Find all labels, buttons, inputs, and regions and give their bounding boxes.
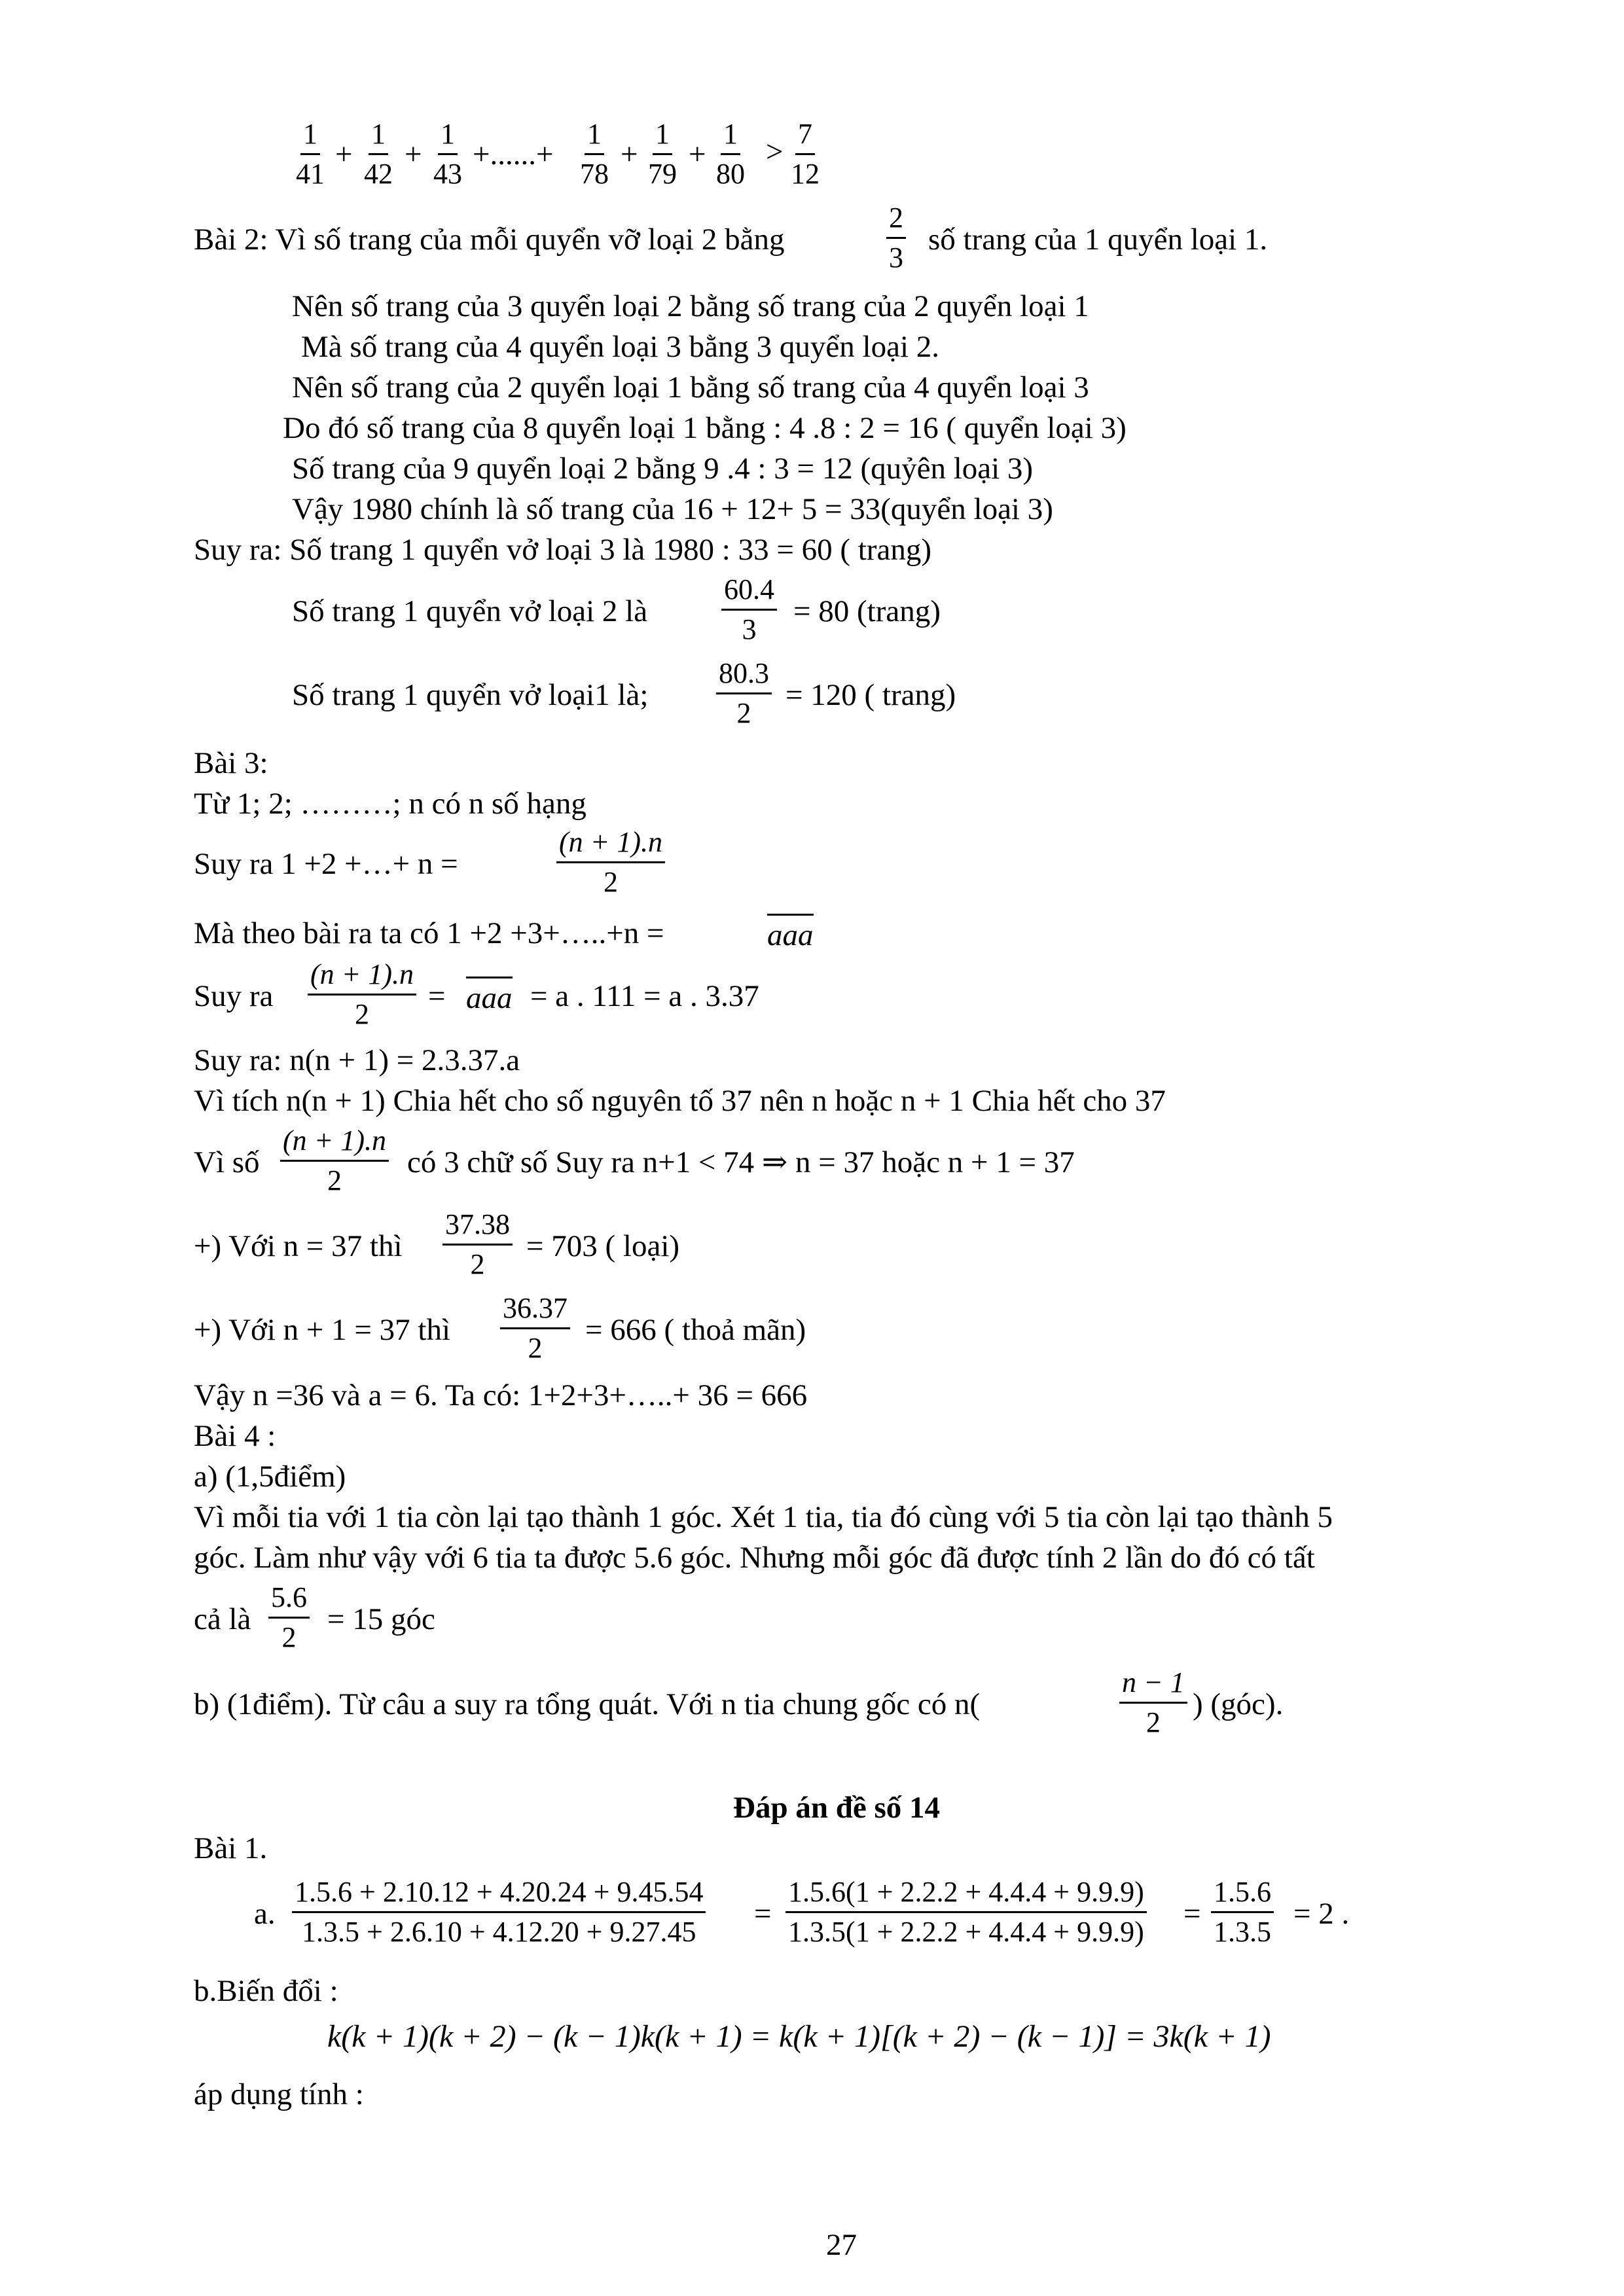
bai2-line: Số trang 1 quyển vở loại1 là; <box>292 678 649 712</box>
result: = 666 ( thoả mãn) <box>585 1313 806 1347</box>
bai2-line: Suy ra: Số trang 1 quyển vở loại 3 là 1980 : 33 = 60 ( trang) <box>194 533 931 567</box>
identity-formula: k(k + 1)(k + 2) − (k − 1)k(k + 1) = k(k + 1)[(k + 2) − (k − 1)] = 3k(k + 1) <box>327 2019 1271 2054</box>
bai3-line: Mà theo bài ra ta có 1 +2 +3+…..+n = <box>194 916 664 950</box>
bai2-line: Số trang của 9 quyển loại 2 bằng 9 .4 : 3 = 12 (quỷên loại 3) <box>292 452 1034 486</box>
bai3-line: Vì tích n(n + 1) Chia hết cho số nguyên tố 37 nên n hoặc n + 1 Chia hết cho 37 <box>194 1084 1166 1118</box>
bai3-line: +) Với n + 1 = 37 thì <box>194 1313 451 1347</box>
bai3-line: Suy ra: n(n + 1) = 2.3.37.a <box>194 1043 520 1077</box>
result: = 15 góc <box>327 1602 435 1636</box>
result: = 703 ( loại) <box>526 1229 680 1263</box>
result: = 120 ( trang) <box>785 678 956 712</box>
bai3-line: Vậy n =36 và a = 6. Ta có: 1+2+3+…..+ 36 = 666 <box>194 1378 808 1412</box>
part-a-label: a. <box>254 1897 276 1931</box>
page-number: 27 <box>826 2228 857 2262</box>
bai4-title: Bài 4 : <box>194 1419 276 1453</box>
overline-aaa: aaa <box>767 914 814 954</box>
plus-sign: + <box>621 137 638 171</box>
fraction: $\frac{1}{42}$ <box>364 118 393 190</box>
fraction: $\frac{(n + 1).n}{2}$ <box>556 826 665 899</box>
ellipsis-plus: +......+ <box>473 137 554 171</box>
plus-sign: + <box>405 137 422 171</box>
bai2-line: Số trang 1 quyển vở loại 2 là <box>292 594 648 628</box>
fraction: $\frac{(n + 1).n}{2}$ <box>308 958 416 1031</box>
fraction: $\frac{1}{43}$ <box>433 118 462 190</box>
bai2-line: Nên số trang của 2 quyển loại 1 bằng số trang của 4 quyển loại 3 <box>292 370 1089 404</box>
overline-aaa: aaa <box>466 977 513 1016</box>
equals-sign: = <box>1183 1897 1201 1931</box>
bai2-line: Vậy 1980 chính là số trang của 16 + 12+ 5 = 33(quyển loại 3) <box>292 492 1053 526</box>
plus-sign: + <box>689 137 706 171</box>
section-title: Đáp án đề số 14 <box>733 1791 941 1825</box>
bai3-line: Vì số <box>194 1145 260 1179</box>
fraction: $\frac{2}{3}$ <box>886 202 906 274</box>
bai2-line: Nên số trang của 3 quyển loại 2 bằng số trang của 2 quyển loại 1 <box>292 289 1089 323</box>
fraction: $\frac{1}{78}$ <box>580 118 609 190</box>
bai3-line: +) Với n = 37 thì <box>194 1229 403 1263</box>
fraction: $\frac{1}{41}$ <box>296 118 325 190</box>
bai3-title: Bài 3: <box>194 746 268 780</box>
bai3-line: Từ 1; 2; ………; n có n số hạng <box>194 787 586 821</box>
fraction: $\frac{(n + 1).n}{2}$ <box>280 1124 389 1197</box>
bai2-line: Mà số trang của 4 quyển loại 3 bằng 3 quyển loại 2. <box>301 330 940 364</box>
bai4-paragraph: góc. Làm như vậy với 6 tia ta được 5.6 góc. Nhưng mỗi góc đã được tính 2 lần do đó có tất <box>194 1541 1315 1575</box>
equals-sign: = <box>428 979 446 1013</box>
fraction: $\frac{n - 1}{2}$ <box>1119 1666 1187 1739</box>
bai2-intro-b: số trang của 1 quyển loại 1. <box>928 223 1268 257</box>
bai3-line: có 3 chữ số Suy ra n+1 < 74 ⇒ n = 37 hoặc n + 1 = 37 <box>407 1145 1075 1179</box>
fraction: $\frac{1.5.6(1 + 2.2.2 + 4.4.4 + 9.9.9)}{1.3.5(1 + 2.2.2 + 4.4.4 + 9.9.9)}$ <box>785 1876 1147 1948</box>
fraction: $\frac{1.5.6}{1.3.5}$ <box>1211 1876 1274 1948</box>
bai4-paragraph: cả là <box>194 1602 251 1636</box>
fraction: $\frac{1.5.6 + 2.10.12 + 4.20.24 + 9.45.54}{1.3.5 + 2.6.10 + 4.12.20 + 9.27.45}$ <box>292 1876 706 1948</box>
fraction: $\frac{80.3}{2}$ <box>716 657 772 730</box>
bai3-line: Suy ra 1 +2 +…+ n = <box>194 847 458 881</box>
fraction: $\frac{37.38}{2}$ <box>442 1208 513 1281</box>
fraction: $\frac{36.37}{2}$ <box>500 1292 570 1365</box>
apply-line: áp dụng tính : <box>194 2077 364 2111</box>
fraction: $\frac{7}{12}$ <box>791 118 820 190</box>
bai4-part-b: b) (1điểm). Từ câu a suy ra tổng quát. Với n tia chung gốc có n( <box>194 1687 981 1721</box>
bai1-title: Bài 1. <box>194 1831 268 1865</box>
plus-sign: + <box>335 137 353 171</box>
result: = 80 (trang) <box>793 594 941 628</box>
bai4-part-a: a) (1,5điểm) <box>194 1460 346 1494</box>
part-b-label: b.Biến đổi : <box>194 1974 338 2008</box>
fraction: $\frac{1}{80}$ <box>716 118 745 190</box>
fraction: $\frac{5.6}{2}$ <box>268 1581 310 1654</box>
bai2-intro-a: Bài 2: Vì số trang của mỗi quyển vỡ loại 2 bằng <box>194 223 785 257</box>
bai4-paragraph: Vì mỗi tia với 1 tia còn lại tạo thành 1 góc. Xét 1 tia, tia đó cùng với 5 tia còn lại tạo thành 5 <box>194 1500 1333 1534</box>
bai4-part-b-end: ) (góc). <box>1193 1687 1284 1721</box>
bai3-line: = a . 111 = a . 3.37 <box>530 979 759 1013</box>
fraction: $\frac{60.4}{3}$ <box>721 573 777 646</box>
greater-than: > <box>766 135 784 169</box>
fraction: $\frac{1}{79}$ <box>648 118 677 190</box>
bai3-line: Suy ra <box>194 979 274 1013</box>
equals-sign: = <box>754 1897 772 1931</box>
result: = 2 . <box>1293 1897 1350 1931</box>
bai2-line: Do đó số trang của 8 quyển loại 1 bằng : 4 .8 : 2 = 16 ( quyển loại 3) <box>283 411 1127 445</box>
